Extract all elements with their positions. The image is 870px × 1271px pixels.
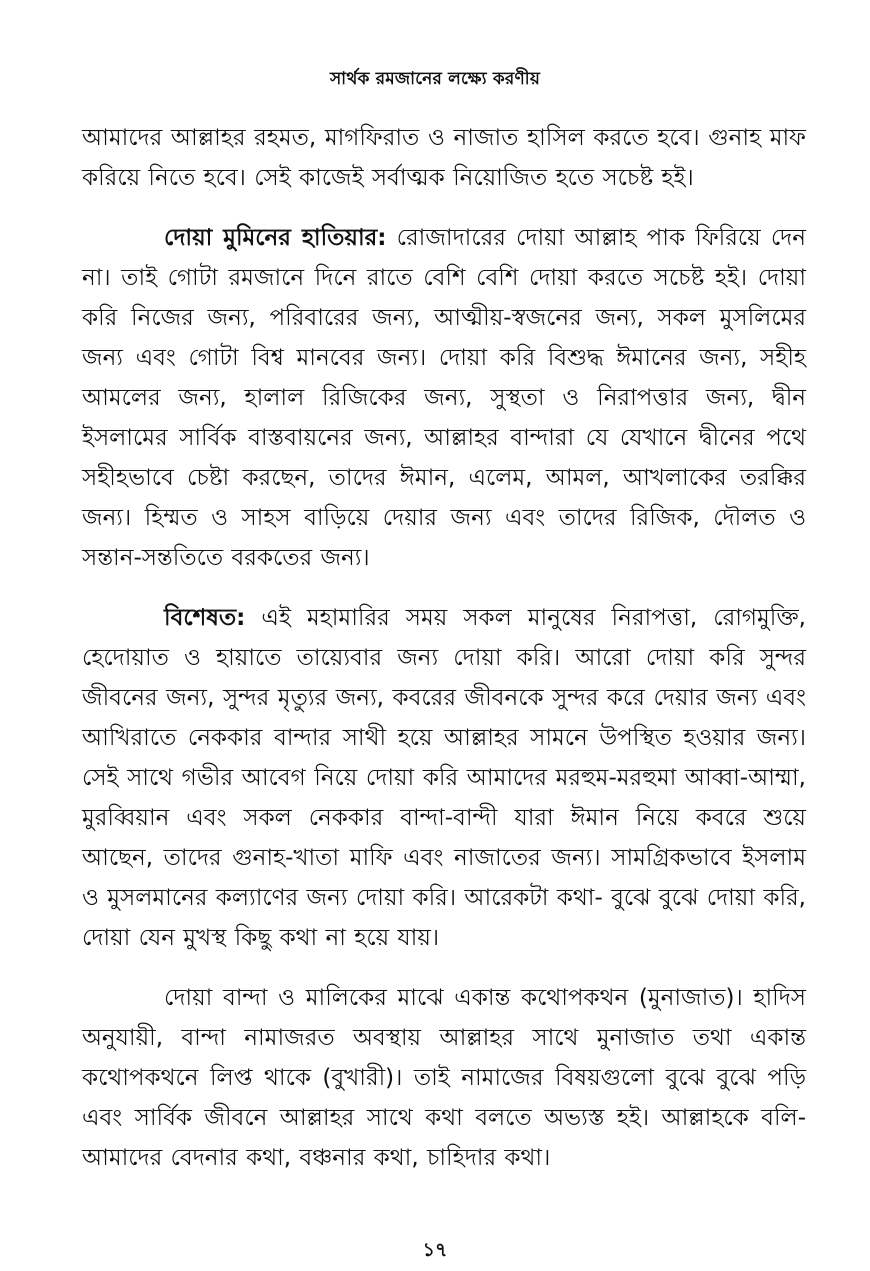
paragraph-lead-heading: বিশেষত: [164, 605, 246, 631]
paragraph-lead-heading: দোয়া মুমিনের হাতিয়ার: [164, 225, 387, 251]
paragraph-dua-weapon [82, 218, 806, 578]
paragraph-text: দোয়া বান্দা ও মালিকের মাঝে একান্ত কথোপকথন (মুনাজাত)। হাদিস অনুযায়ী, বান্দা নামাজরত অবস্থায় আল্লাহর সাথে মুনাজাত তথা একান্ত কথোপকথনে লিপ্ত থাকে (বুখারী)। তাই নামাজের বিষয়গুলো বুঝে বুঝে পড়ি এবং সার্বিক জীবনে আল্লাহর সাথে কথা বলতে অভ্যস্ত হই। আল্লাহকে বলি- আমাদের বেদনার কথা, বঞ্চনার কথা, চাহিদার কথা। [82, 985, 806, 1171]
running-header-title: সার্থক রমজানের লক্ষ্যে করণীয় [329, 69, 541, 89]
page-number: ১৭ [422, 1239, 448, 1261]
page-body [82, 118, 806, 1178]
paragraph-especially [82, 598, 806, 958]
paragraph-text: আমাদের আল্লাহর রহমত, মাগফিরাত ও নাজাত হাসিল করতে হবে। গুনাহ মাফ করিয়ে নিতে হবে। সেই কাজেই সর্বাত্মক নিয়োজিত হতে সচেষ্ট হই। [82, 125, 806, 191]
paragraph-text: এই মহামারির সময় সকল মানুষের নিরাপত্তা, রোগমুক্তি, হেদোয়াত ও হায়াতে তায়্যেবার জন্য দোয়া করি। আরো দোয়া করি সুন্দর জীবনের জন্য, সুন্দর মৃত্যুর জন্য, কবরের জীবনকে সুন্দর করে দেয়ার জন্য এবং আখিরাতে নেককার বান্দার সাথী হয়ে আল্লাহর সামনে উপস্থিত হওয়ার জন্য। সেই সাথে গভীর আবেগ নিয়ে দোয়া করি আমাদের মরহুম-মরহুমা আব্বা-আম্মা, মুরব্বিয়ান এবং সকল নেককার বান্দা-বান্দী যারা ঈমান নিয়ে কবরে শুয়ে আছেন, তাদের গুনাহ-খাতা মাফি এবং নাজাতের জন্য। সামগ্রিকভাবে ইসলাম ও মুসলমানের কল্যাণের জন্য দোয়া করি। আরেকটা কথা- বুঝে বুঝে দোয়া করি, দোয়া যেন মুখস্থ কিছু কথা না হয়ে যায়। [82, 605, 806, 951]
paragraph-continuation [82, 118, 806, 198]
paragraph-munajat [82, 978, 806, 1178]
paragraph-text: রোজাদারের দোয়া আল্লাহ পাক ফিরিয়ে দেন না। তাই গোটা রমজানে দিনে রাতে বেশি বেশি দোয়া করতে সচেষ্ট হই। দোয়া করি নিজের জন্য, পরিবারের জন্য, আত্মীয়-স্বজনের জন্য, সকল মুসলিমের জন্য এবং গোটা বিশ্ব মানবের জন্য। দোয়া করি বিশুদ্ধ ঈমানের জন্য, সহীহ আমলের জন্য, হালাল রিজিকের জন্য, সুস্থতা ও নিরাপত্তার জন্য, দ্বীন ইসলামের সার্বিক বাস্তবায়নের জন্য, আল্লাহর বান্দারা যে যেখানে দ্বীনের পথে সহীহভাবে চেষ্টা করছেন, তাদের ঈমান, এলেম, আমল, আখলাকের তরক্কির জন্য। হিম্মত ও সাহস বাড়িয়ে দেয়ার জন্য এবং তাদের রিজিক, দৌলত ও সন্তান-সন্ততিতে বরকতের জন্য। [82, 225, 806, 571]
